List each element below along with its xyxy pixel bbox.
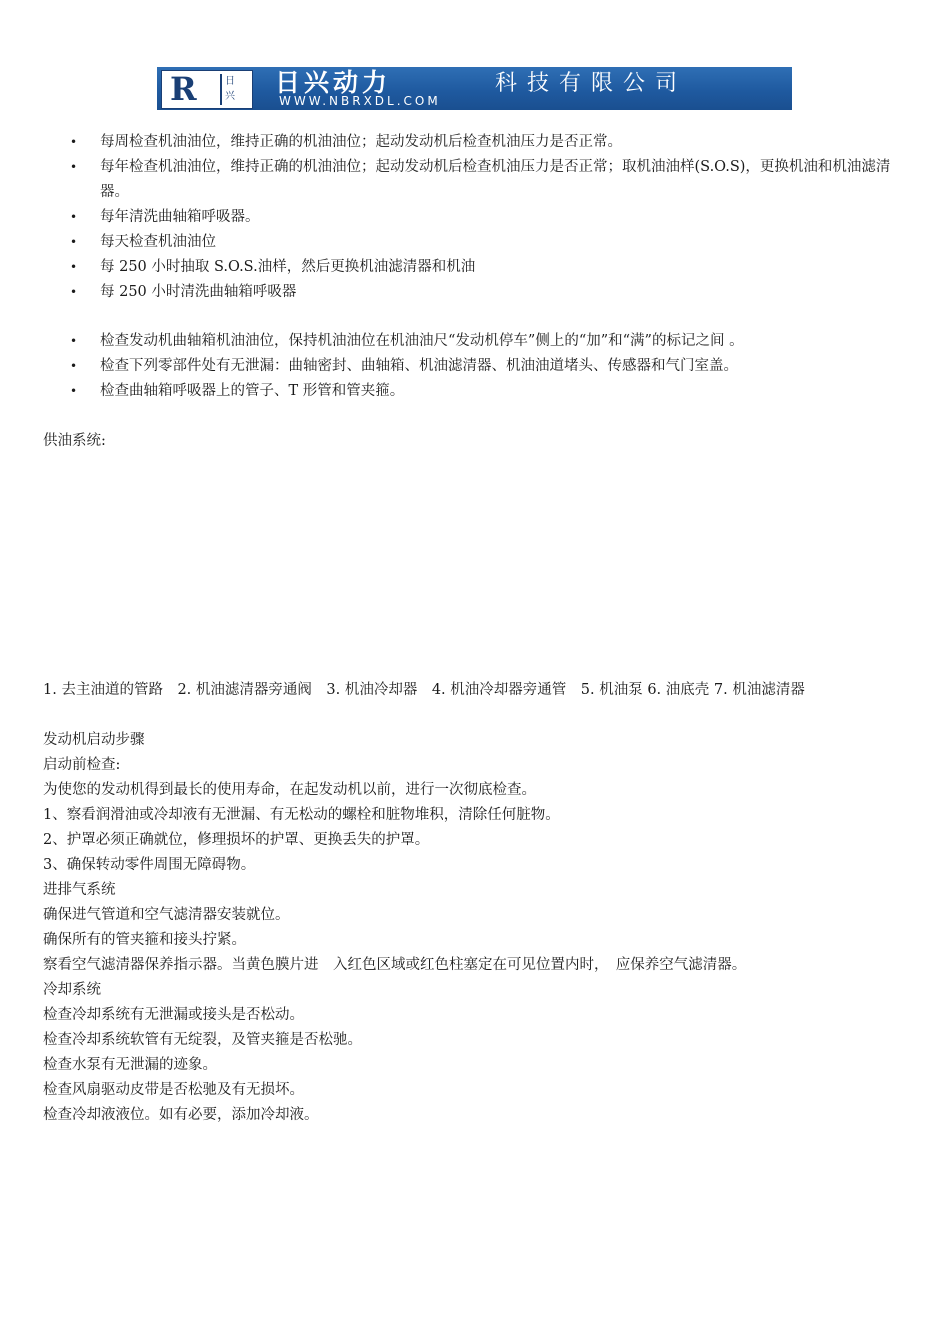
bullet-icon: • [70, 285, 78, 299]
company-suffix: 科技有限公司 [495, 71, 688, 96]
paragraph: 确保进气管道和空气滤清器安装就位。 [43, 907, 290, 923]
intake-exhaust-heading: 进排气系统 [43, 882, 116, 898]
oil-check-list [0, 329, 950, 404]
list-item: • 每 250 小时抽取 S.O.S.油样，然后更换机油滤清器和机油 [0, 255, 950, 280]
paragraph: 检查水泵有无泄漏的迹象。 [43, 1057, 217, 1073]
company-banner [157, 67, 792, 110]
bullet-icon: • [70, 235, 78, 249]
maintenance-schedule-list [0, 130, 950, 305]
paragraph: 检查风扇驱动皮带是否松驰及有无损坏。 [43, 1082, 304, 1098]
logo-char-bottom: 兴 [225, 91, 235, 102]
bullet-icon: • [70, 384, 78, 398]
paragraph: 确保所有的管夹箍和接头拧紧。 [43, 932, 246, 948]
company-logo [161, 70, 253, 109]
list-item: • 每天检查机油油位 [0, 230, 950, 255]
check-step-2: 2、护罩必须正确就位，修理损坏的护罩、更换丢失的护罩。 [43, 832, 430, 848]
paragraph: 为使您的发动机得到最长的使用寿命，在起发动机以前，进行一次彻底检查。 [43, 782, 536, 798]
cooling-system-heading: 冷却系统 [43, 982, 101, 998]
list-item: • 检查下列零部件处有无泄漏：曲轴密封、曲轴箱、机油滤清器、机油油道堵头、传感器和气门室盖。 [0, 354, 950, 379]
bullet-icon: • [70, 334, 78, 348]
figure-legend: 1. 去主油道的管路 2. 机油滤清器旁通阀 3. 机油冷却器 4. 机油冷却器旁通管 5. 机油泵 6. 油底壳 7. 机油滤清器 [43, 682, 805, 698]
paragraph: 检查冷却系统软管有无绽裂，及管夹箍是否松驰。 [43, 1032, 362, 1048]
paragraph: 检查冷却系统有无泄漏或接头是否松动。 [43, 1007, 304, 1023]
oil-supply-heading: 供油系统: [43, 433, 106, 449]
list-item: • 每年清洗曲轴箱呼吸器。 [0, 205, 950, 230]
logo-letter: R [170, 70, 197, 108]
check-step-1: 1、察看润滑油或冷却液有无泄漏、有无松动的螺栓和脏物堆积，清除任何脏物。 [43, 807, 560, 823]
list-item: • 每 250 小时清洗曲轴箱呼吸器 [0, 280, 950, 305]
paragraph: 察看空气滤清器保养指示器。当黄色膜片进 入红色区域或红色柱塞定在可见位置内时， 应保养空气滤清器。 [43, 957, 747, 973]
bullet-icon: • [70, 160, 78, 174]
check-step-3: 3、确保转动零件周围无障碍物。 [43, 857, 256, 873]
bullet-icon: • [70, 135, 78, 149]
list-item: • 每年检查机油油位，维持正确的机油油位；起动发动机后检查机油压力是否正常；取机油油样(S.O.S)，更换机油和机油滤清器。 [0, 155, 950, 205]
logo-characters [220, 74, 253, 105]
paragraph: 检查冷却液液位。如有必要，添加冷却液。 [43, 1107, 319, 1123]
company-website: WWW.NBRXDL.COM [279, 94, 441, 108]
startup-steps-heading: 发动机启动步骤 [43, 732, 145, 748]
company-name: 日兴动力 [275, 68, 392, 97]
pre-start-check-heading: 启动前检查: [43, 757, 121, 773]
list-item: • 检查曲轴箱呼吸器上的管子、T 形管和管夹箍。 [0, 379, 950, 404]
bullet-icon: • [70, 260, 78, 274]
oil-system-diagram-area [43, 460, 911, 675]
bullet-icon: • [70, 210, 78, 224]
list-item: • 检查发动机曲轴箱机油油位，保持机油油位在机油油尺“发动机停车”侧上的“加”和“满”的标记之间 。 [0, 329, 950, 354]
bullet-icon: • [70, 359, 78, 373]
logo-char-top: 日 [225, 76, 235, 87]
list-item: • 每周检查机油油位，维持正确的机油油位；起动发动机后检查机油压力是否正常。 [0, 130, 950, 155]
